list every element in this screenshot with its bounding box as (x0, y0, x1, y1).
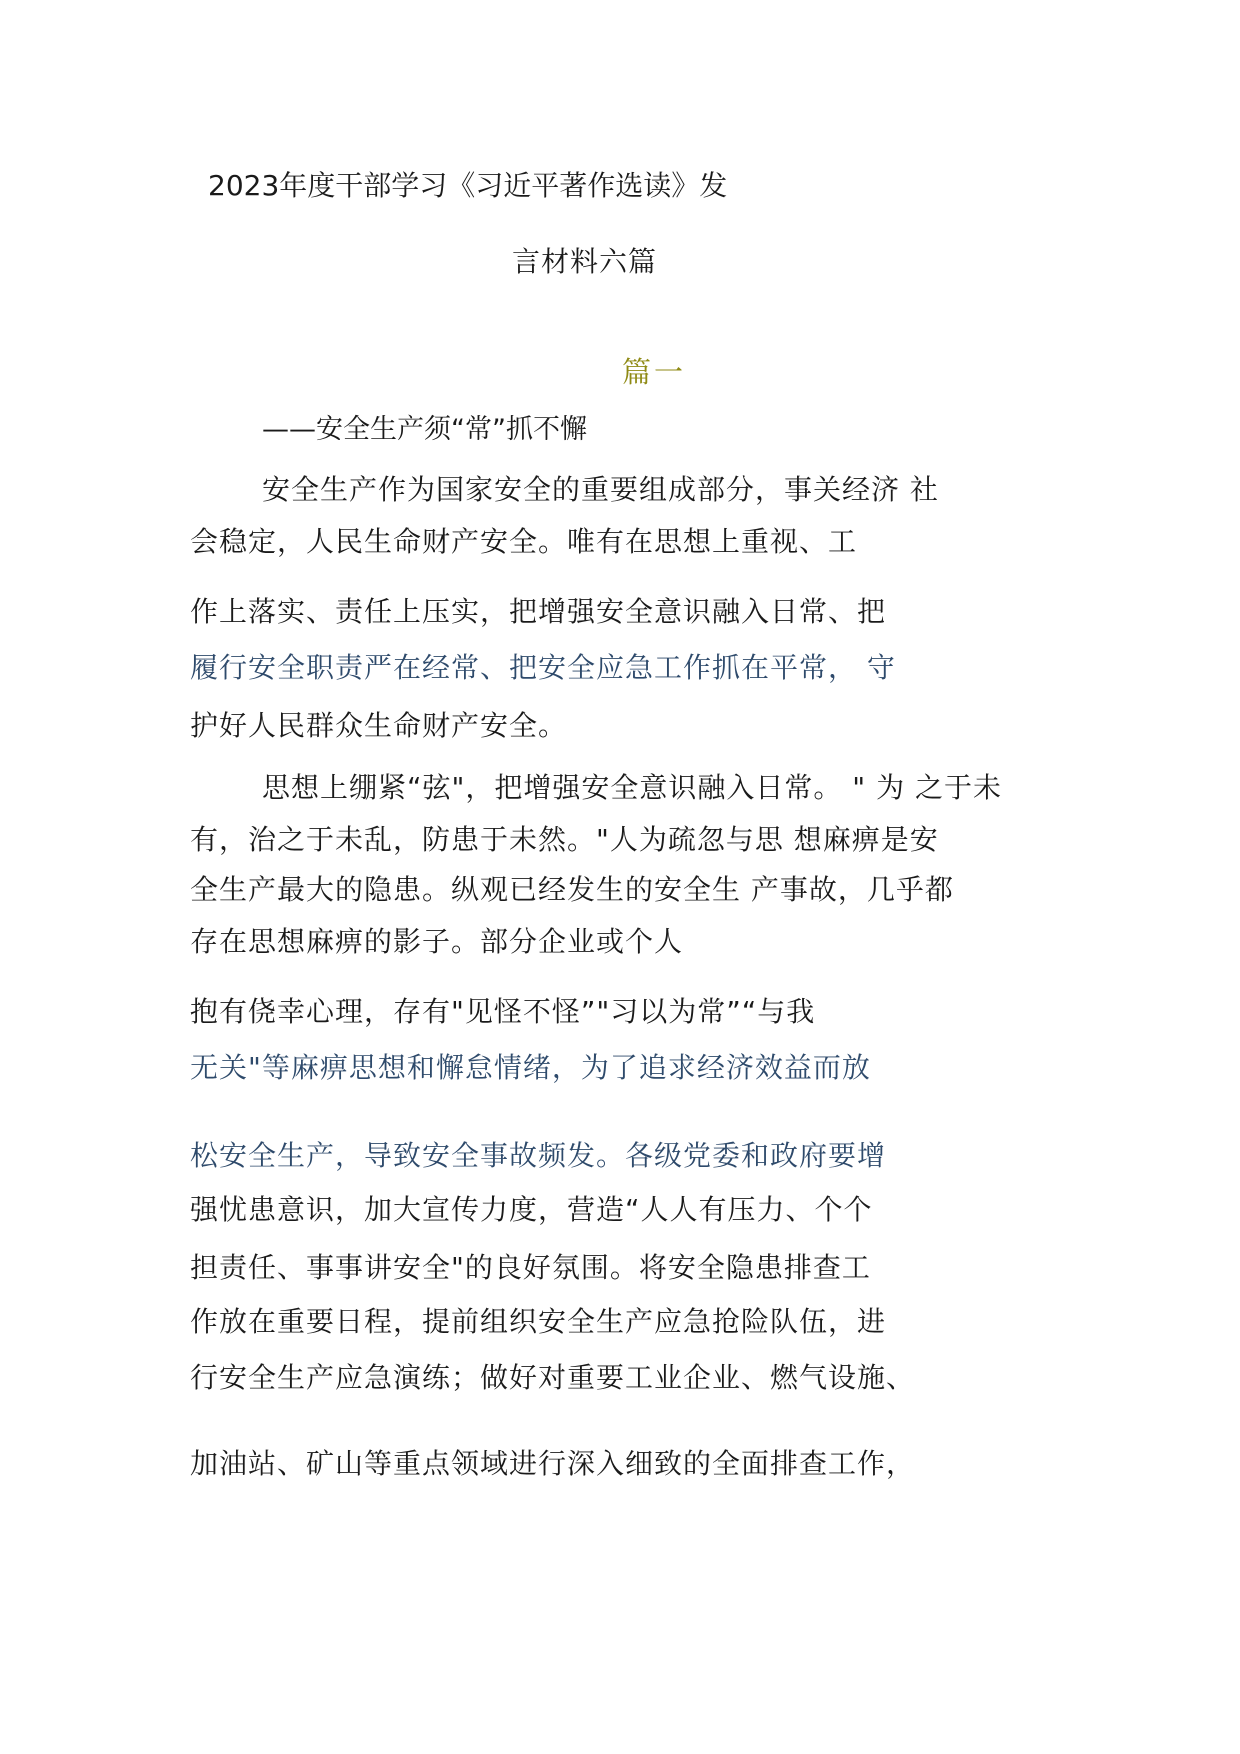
body-line-4: 履行安全职责严在经常、把安全应急工作抓在平常， 守 (190, 651, 896, 684)
body-line-11: 无关"等麻痹思想和懈怠情绪，为了追求经济效益而放 (190, 1051, 871, 1084)
chapter-heading: 篇一 (622, 355, 687, 389)
body-line-1: 安全生产作为国家安全的重要组成部分，事关经济 社 (262, 473, 939, 506)
body-line-10: 抱有侥幸心理，存有"见怪不怪”"习以为常”“与我 (190, 995, 816, 1028)
article-subtitle: ——安全生产须“常”抓不懈 (262, 414, 587, 445)
body-line-3: 作上落实、责任上压实，把增强安全意识融入日常、把 (190, 595, 887, 628)
body-line-5: 护好人民群众生命财产安全。 (190, 709, 568, 742)
body-line-6: 思想上绷紧“弦"，把增强安全意识融入日常。 " 为 之于未 (262, 771, 1002, 804)
body-line-12: 松安全生产，导致安全事故频发。各级党委和政府要增 (190, 1139, 887, 1172)
body-line-7: 有，治之于未乱，防患于未然。"人为疏忽与思 想麻痹是安 (190, 823, 939, 856)
body-line-17: 加油站、矿山等重点领域进行深入细致的全面排查工作， (190, 1447, 916, 1480)
body-line-2: 会稳定，人民生命财产安全。唯有在思想上重视、工 (190, 525, 858, 558)
body-line-8: 全生产最大的隐患。纵观已经发生的安全生 产事故，几乎都 (190, 873, 954, 906)
body-line-9: 存在思想麻痹的影子。部分企业或个人 (190, 925, 684, 958)
body-line-15: 作放在重要日程，提前组织安全生产应急抢险队伍，进 (190, 1305, 887, 1338)
document-title-line-2: 言材料六篇 (512, 245, 658, 278)
body-line-16: 行安全生产应急演练；做好对重要工业企业、燃气设施、 (190, 1361, 916, 1394)
body-line-14: 担责任、事事讲安全"的良好氛围。将安全隐患排查工 (190, 1251, 871, 1284)
body-line-13: 强忧患意识，加大宣传力度，营造“人人有压力、个个 (190, 1193, 873, 1226)
document-title-line-1: 2023年度干部学习《习近平著作选读》发 (208, 169, 728, 202)
